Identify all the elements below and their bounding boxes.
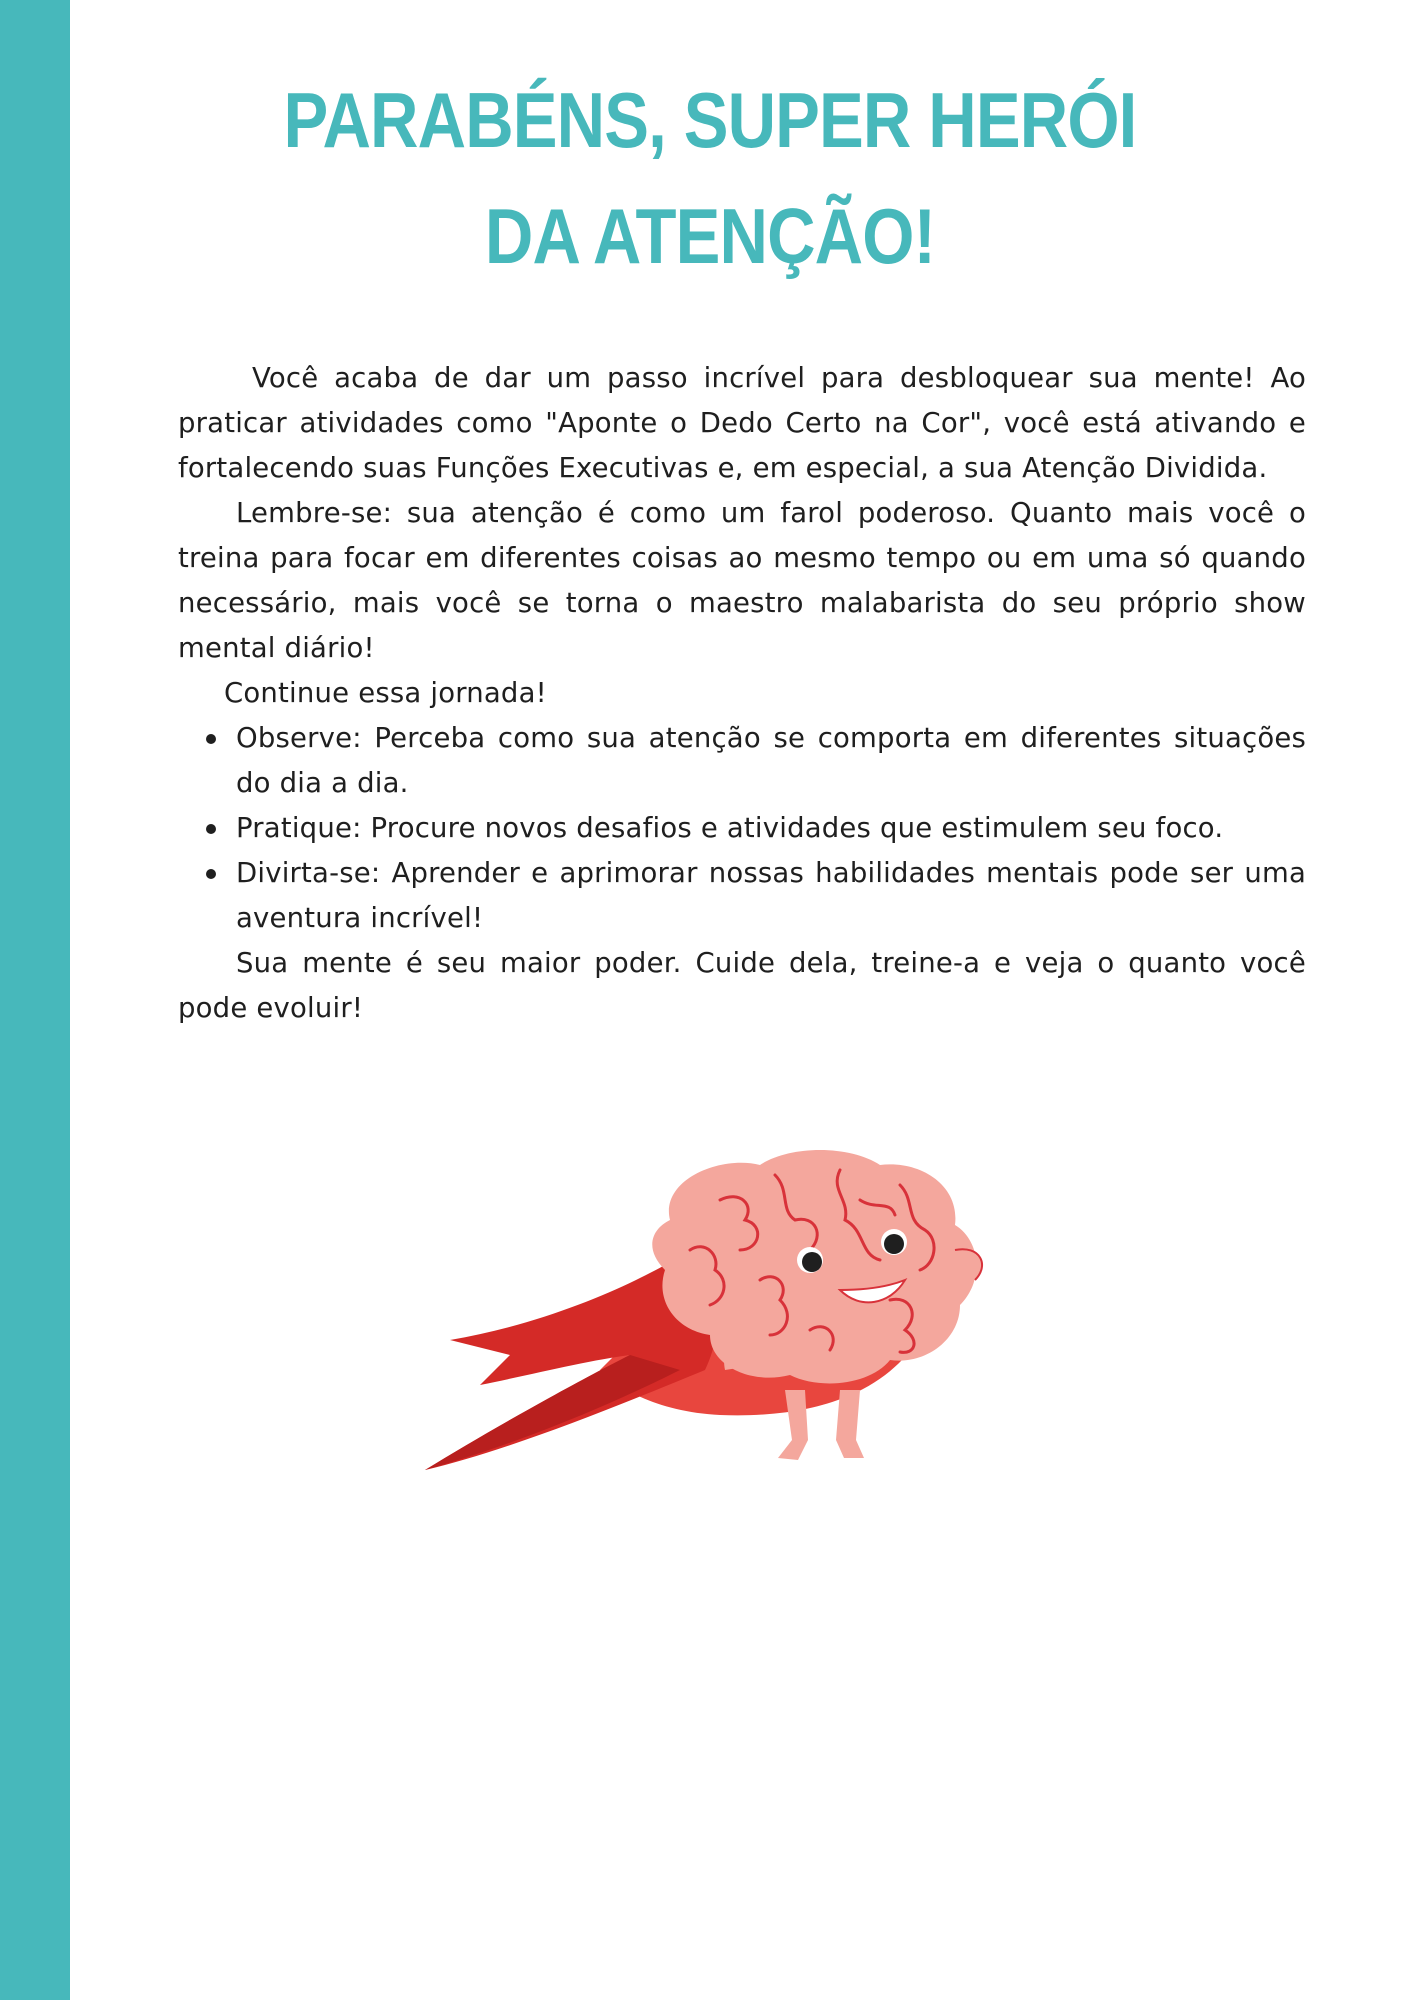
tip-pratique: Pratique: Procure novos desafios e atividades que estimulem seu foco. (236, 812, 1224, 844)
superhero-brain-icon (420, 1140, 1000, 1480)
side-accent-bar (0, 0, 70, 2000)
lighthouse-paragraph: Lembre-se: sua atenção é como um farol poderoso. Quanto mais você o treina para focar em diferentes coisas ao mesmo tempo ou em uma só quando necessário, mais você se torna o maestro malabarista do seu próprio show mental diário! (178, 497, 1306, 664)
bullet-icon (206, 869, 216, 879)
tip-observe: Observe: Perceba como sua atenção se comporta em diferentes situações do dia a dia. (236, 722, 1306, 799)
tip-divirta: Divirta-se: Aprender e aprimorar nossas habilidades mentais pode ser uma aventura incrível! (236, 857, 1306, 934)
continue-paragraph: Continue essa jornada! (224, 677, 547, 709)
list-item (178, 851, 1306, 941)
intro-paragraph: Você acaba de dar um passo incrível para desbloquear sua mente! Ao praticar atividades como "Aponte o Dedo Certo na Cor", você está ativando e fortalecendo suas Funções Executivas e, em especial, a sua Atenção Dividida. (178, 362, 1306, 484)
list-item (178, 806, 1306, 851)
page-title: PARABÉNS, SUPER HERÓI DA ATENÇÃO! (283, 76, 1137, 280)
bullet-icon (206, 734, 216, 744)
tips-list (178, 716, 1306, 941)
body-text (178, 356, 1306, 1031)
bullet-icon (206, 824, 216, 834)
closing-paragraph: Sua mente é seu maior poder. Cuide dela, treine-a e veja o quanto você pode evoluir! (178, 947, 1306, 1024)
list-item (178, 716, 1306, 806)
